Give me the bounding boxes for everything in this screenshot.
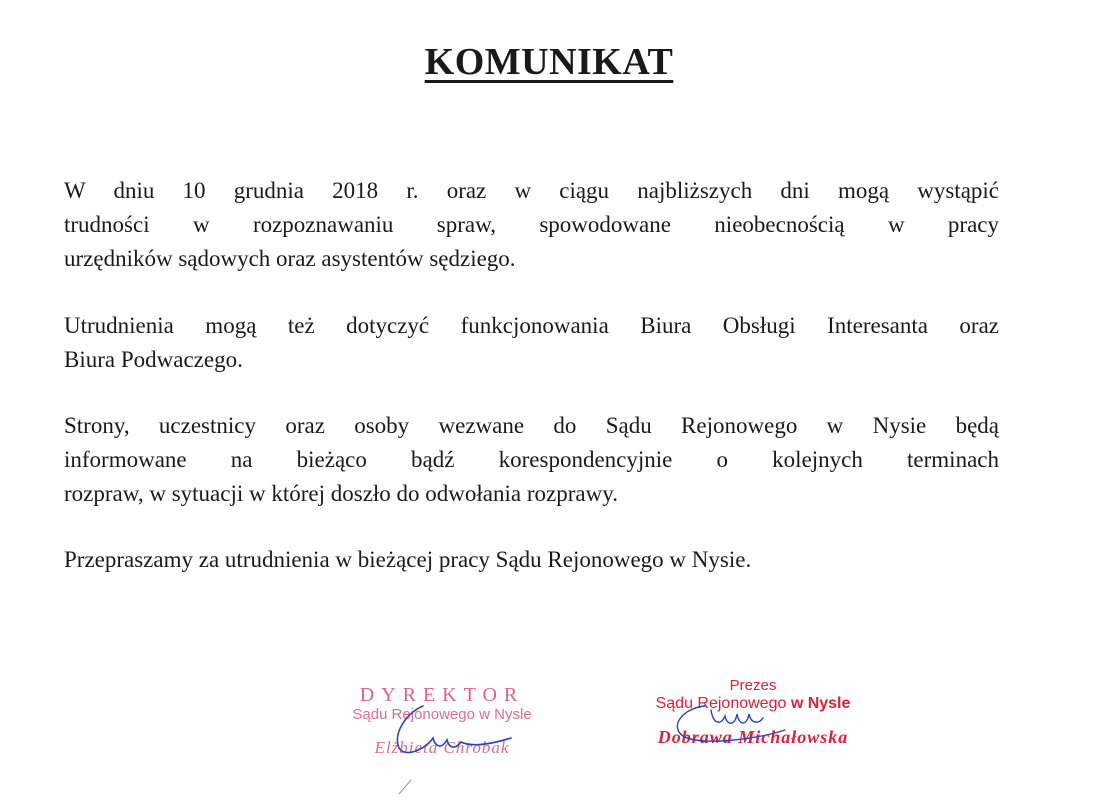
paragraph-line: rozpraw, w sytuacji w której doszło do odwołania rozprawy. xyxy=(64,481,618,506)
president-stamp-name: Dobrawa Michałowska xyxy=(657,727,849,747)
paragraph-parties xyxy=(64,409,999,511)
director-stamp-name: Elżbieta Chrobak xyxy=(374,738,510,757)
paragraph-apology xyxy=(64,543,999,577)
president-stamp-court-prefix: Sądu Rejonowego xyxy=(655,695,787,712)
paragraph-offices xyxy=(64,309,999,377)
president-stamp-court-suffix: w Nysle xyxy=(790,695,851,712)
paragraph-line: informowane na bieżąco bądź korespondencyjnie o kolejnych terminach xyxy=(64,447,999,472)
director-stamp-court: Sądu Rejonowego w Nysle xyxy=(352,706,532,723)
paragraph-line: Strony, uczestnicy oraz osoby wezwane do Sądu Rejonowego w Nysie będą xyxy=(64,413,999,438)
title-text: KOMUNIKAT xyxy=(424,41,674,83)
paragraph-line: trudności w rozpoznawaniu spraw, spowodowane nieobecnością w pracy xyxy=(64,212,999,237)
president-stamp-role: Prezes xyxy=(729,677,777,694)
paragraph-line: Utrudnienia mogą też dotyczyć funkcjonowania Biura Obsługi Interesanta oraz xyxy=(64,313,999,338)
document-title xyxy=(0,40,1098,84)
director-stamp-role: DYREKTOR xyxy=(359,684,525,706)
pen-mark xyxy=(395,778,415,798)
director-stamp xyxy=(322,684,562,758)
paragraph-line: urzędników sądowych oraz asystentów sędziego. xyxy=(64,246,516,271)
paragraph-line: Biura Podwaczego. xyxy=(64,347,243,372)
paragraph-difficulties xyxy=(64,174,999,276)
paragraph-line: Przepraszamy za utrudnienia w bieżącej pracy Sądu Rejonowego w Nysie. xyxy=(64,547,752,572)
paragraph-line: W dniu 10 grudnia 2018 r. oraz w ciągu najbliższych dni mogą wystąpić xyxy=(64,178,999,203)
president-stamp-court xyxy=(628,694,878,713)
president-stamp xyxy=(628,677,878,748)
